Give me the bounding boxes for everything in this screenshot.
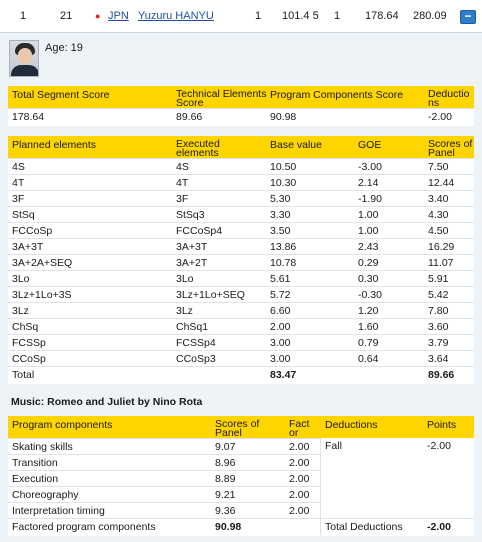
element-panel-score: 5.91 [428, 273, 449, 285]
sp-score: 101.4 5 [282, 10, 319, 22]
header-scores-of-panel: Scores of Panel [215, 418, 260, 439]
element-base-value: 5.61 [270, 273, 291, 285]
element-base-value: 6.60 [270, 305, 291, 317]
header-goe: GOE [358, 139, 382, 151]
element-base-value: 3.30 [270, 209, 291, 221]
element-base-value: 5.72 [270, 289, 291, 301]
element-base-value: 3.00 [270, 353, 291, 365]
element-goe: -0.30 [358, 289, 382, 301]
table-row [8, 174, 474, 190]
component-name: Interpretation timing [12, 505, 105, 517]
table-row [8, 302, 474, 318]
group: 1 [255, 10, 262, 22]
element-planned: CCoSp [12, 353, 46, 365]
element-base-value: 10.30 [270, 177, 297, 189]
deduction-item: Fall [325, 440, 342, 452]
element-executed: 3A+2T [176, 257, 208, 269]
element-executed: 3A+3T [176, 241, 208, 253]
element-executed: CCoSp3 [176, 353, 216, 365]
flag-dot-icon: ● [95, 11, 101, 21]
header-scores-panel: Scores of Panel [428, 138, 473, 159]
element-panel-score: 12.44 [428, 177, 455, 189]
element-goe: 2.43 [358, 241, 379, 253]
element-planned: 3A+2A+SEQ [12, 257, 73, 269]
element-planned: 3Lz+1Lo+3S [12, 289, 72, 301]
total-label: Total [12, 369, 35, 381]
header-technical: Technical Elements Score [176, 88, 267, 109]
skater-result-row [0, 0, 482, 33]
element-goe: 1.60 [358, 321, 379, 333]
header-deductions: Deductions [325, 419, 378, 431]
deduction-points: -2.00 [427, 440, 451, 452]
elements-header [8, 136, 474, 158]
total-score: 280.09 [413, 10, 447, 22]
element-goe: -1.90 [358, 193, 382, 205]
table-row [8, 206, 474, 222]
element-panel-score: 3.64 [428, 353, 449, 365]
deduction-row [320, 438, 474, 454]
component-factor: 2.00 [289, 489, 310, 501]
element-planned: StSq [12, 209, 35, 221]
element-panel-score: 3.60 [428, 321, 449, 333]
element-panel-score: 16.29 [428, 241, 455, 253]
element-executed: 3F [176, 193, 189, 205]
element-goe: 1.20 [358, 305, 379, 317]
element-executed: ChSq1 [176, 321, 209, 333]
element-executed: 4T [176, 177, 189, 189]
element-base-value: 10.78 [270, 257, 297, 269]
element-base-value: 2.00 [270, 321, 291, 333]
table-row [8, 454, 320, 470]
element-planned: 3F [12, 193, 25, 205]
table-row [8, 318, 474, 334]
component-name: Transition [12, 457, 58, 469]
component-panel-score: 8.89 [215, 473, 236, 485]
nation-link[interactable]: JPN [108, 10, 129, 22]
element-panel-score: 7.80 [428, 305, 449, 317]
element-panel-score: 3.79 [428, 337, 449, 349]
header-components: Program Components Score [270, 89, 404, 101]
element-panel-score: 4.30 [428, 209, 449, 221]
fs-rank: 1 [334, 10, 341, 22]
total-deductions-value: -2.00 [427, 521, 451, 533]
element-panel-score: 7.50 [428, 161, 449, 173]
table-row [8, 350, 474, 366]
component-panel-score: 8.96 [215, 457, 236, 469]
component-name: Choreography [12, 489, 79, 501]
component-panel-score: 9.21 [215, 489, 236, 501]
element-executed: FCCoSp4 [176, 225, 223, 237]
element-goe: 1.00 [358, 225, 379, 237]
elements-total-row [8, 366, 474, 384]
header-planned: Planned elements [12, 139, 97, 151]
element-executed: 3Lo [176, 273, 194, 285]
element-planned: 4S [12, 161, 25, 173]
tss-score: 178.64 [365, 10, 399, 22]
components-header [8, 416, 474, 438]
element-goe: 0.30 [358, 273, 379, 285]
music-title: Music: Romeo and Juliet by Nino Rota [11, 396, 203, 408]
table-row [8, 470, 320, 486]
start-number: 21 [60, 10, 73, 22]
element-planned: 3Lo [12, 273, 30, 285]
component-panel-score: 9.07 [215, 441, 236, 453]
element-planned: 4T [12, 177, 25, 189]
total-deductions-label: Total Deductions [325, 521, 403, 533]
header-points: Points [427, 419, 457, 431]
header-base-value: Base value [270, 139, 322, 151]
element-executed: 4S [176, 161, 189, 173]
component-panel-score: 9.36 [215, 505, 236, 517]
element-panel-score: 11.07 [428, 257, 454, 269]
segment-score-table [8, 86, 474, 126]
component-name: Execution [12, 473, 59, 485]
age-label: Age: 19 [45, 42, 83, 54]
table-row [8, 190, 474, 206]
avatar [9, 40, 39, 77]
header-total-segment: Total Segment Score [12, 89, 110, 101]
element-planned: FCSSp [12, 337, 46, 349]
total-panel-value: 89.66 [428, 369, 455, 381]
components-table [8, 416, 474, 536]
element-panel-score: 3.40 [428, 193, 449, 205]
components-value: 90.98 [270, 111, 297, 123]
element-panel-score: 4.50 [428, 225, 449, 237]
segment-header [8, 86, 474, 108]
factored-value: 90.98 [215, 521, 242, 533]
total-segment-value: 178.64 [12, 111, 45, 123]
element-executed: 3Lz+1Lo+SEQ [176, 289, 245, 301]
element-planned: 3A+3T [12, 241, 44, 253]
element-base-value: 5.30 [270, 193, 291, 205]
deductions-value: -2.00 [428, 111, 452, 123]
element-base-value: 3.50 [270, 225, 291, 237]
table-row [8, 486, 320, 502]
header-program-components: Program components [12, 419, 113, 431]
header-executed: Executed elements [176, 138, 220, 159]
element-executed: FCSSp4 [176, 337, 216, 349]
segment-values-row [8, 108, 474, 126]
element-executed: StSq3 [176, 209, 205, 221]
element-planned: 3Lz [12, 305, 29, 317]
total-base-value: 83.47 [270, 369, 297, 381]
table-row [8, 286, 474, 302]
component-factor: 2.00 [289, 473, 310, 485]
element-panel-score: 5.42 [428, 289, 449, 301]
factored-row [8, 518, 474, 536]
component-factor: 2.00 [289, 441, 310, 453]
skater-name-link[interactable]: Yuzuru HANYU [138, 10, 214, 22]
rank: 1 [20, 10, 27, 22]
header-deductions: Deductions [428, 88, 470, 109]
table-row [8, 238, 474, 254]
element-goe: 2.14 [358, 177, 379, 189]
element-goe: 0.64 [358, 353, 379, 365]
element-executed: 3Lz [176, 305, 193, 317]
element-goe: 0.29 [358, 257, 379, 269]
component-factor: 2.00 [289, 505, 310, 517]
collapse-button[interactable]: − [460, 10, 476, 24]
element-base-value: 3.00 [270, 337, 291, 349]
element-base-value: 13.86 [270, 241, 297, 253]
component-factor: 2.00 [289, 457, 310, 469]
table-row [8, 270, 474, 286]
component-name: Skating skills [12, 441, 73, 453]
table-row [8, 254, 474, 270]
table-row [8, 334, 474, 350]
element-base-value: 10.50 [270, 161, 297, 173]
header-factor: Factor [289, 418, 310, 439]
table-row [8, 502, 320, 518]
element-planned: ChSq [12, 321, 39, 333]
element-goe: -3.00 [358, 161, 382, 173]
factored-label: Factored program components [12, 521, 156, 533]
technical-value: 89.66 [176, 111, 203, 123]
element-planned: FCCoSp [12, 225, 53, 237]
table-row [8, 222, 474, 238]
table-row [8, 438, 320, 454]
elements-table [8, 136, 474, 384]
element-goe: 1.00 [358, 209, 379, 221]
table-row [8, 158, 474, 174]
element-goe: 0.79 [358, 337, 379, 349]
